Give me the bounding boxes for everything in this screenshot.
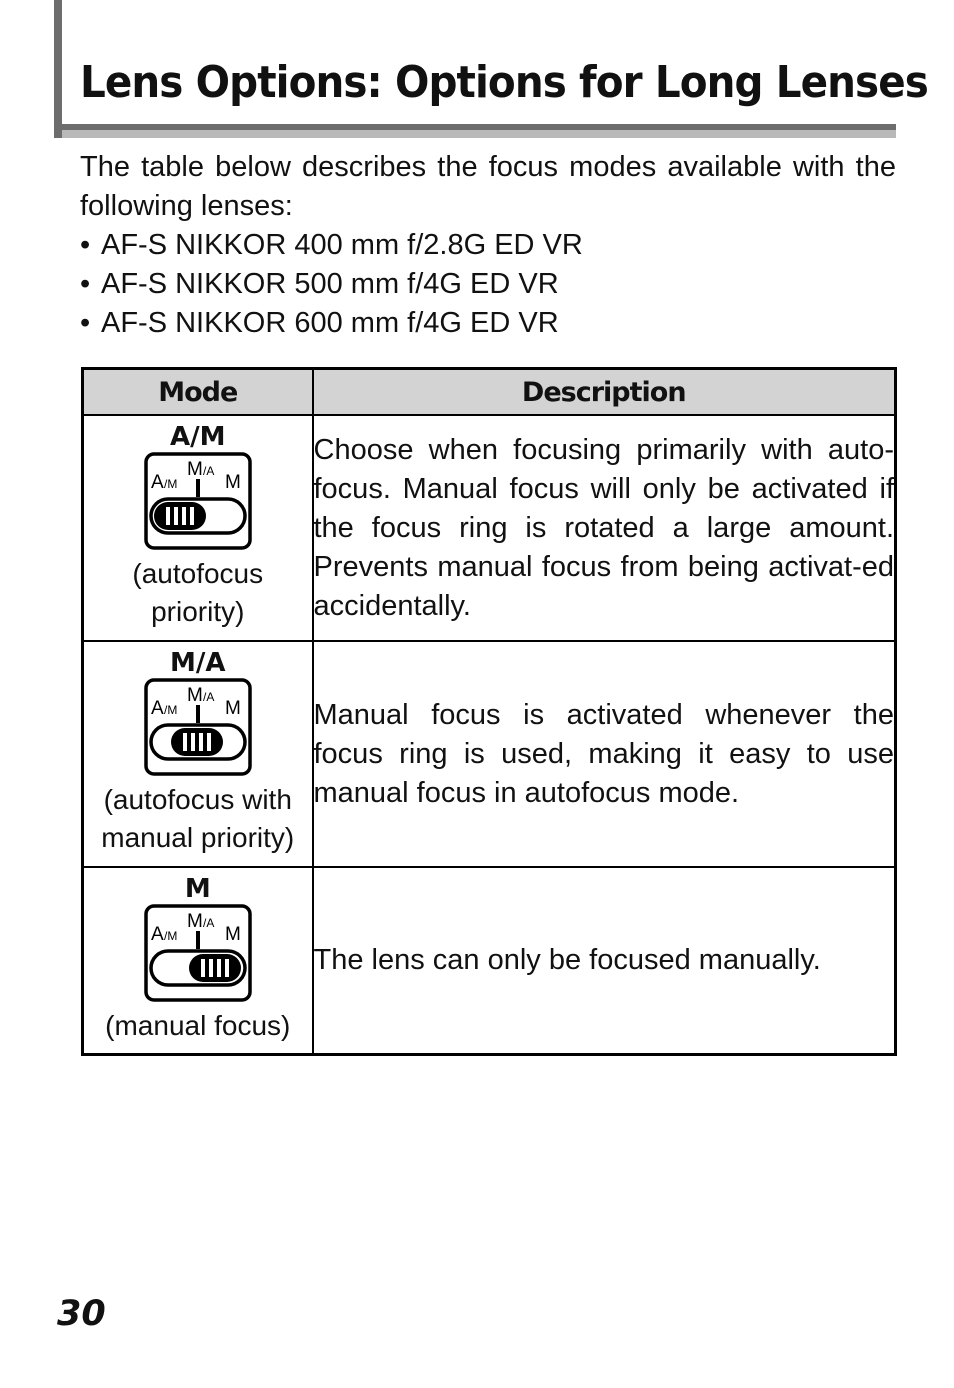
switch-label-ma-sub: /A [202, 690, 215, 704]
switch-knob-ridge [166, 507, 170, 525]
switch-knob-ridge [199, 733, 203, 751]
lens-list-item [80, 304, 583, 343]
switch-label-ma-sub: /A [202, 916, 215, 930]
page-number: 30 [57, 1294, 106, 1334]
mode-caption: (autofocus priority) [132, 558, 264, 627]
mode-cell [83, 641, 313, 867]
switch-label-ma: M [186, 685, 203, 706]
switch-knob-ridge [207, 733, 211, 751]
table-row [83, 415, 896, 641]
switch-label-am: A [150, 472, 164, 493]
mode-caption: (manual focus) [105, 1010, 291, 1041]
lens-name: AF-S NIKKOR 600 mm f/4G ED VR [101, 307, 559, 339]
description-cell [313, 415, 896, 641]
switch-knob-ridge [191, 733, 195, 751]
switch-label-ma-sub: /A [202, 464, 215, 478]
mode-description: Manual focus is activated whenever the focus ring is used, making it easy to use manual focus in autofocus mode. [313, 698, 894, 809]
intro-paragraph: The table below describes the focus modes available with the following lenses: [80, 151, 896, 222]
title-bar-vertical-rule [54, 0, 62, 138]
switch-knob-ridge [201, 959, 205, 977]
focus-switch-icon [143, 451, 253, 551]
switch-knob [154, 502, 206, 530]
title-bar-shadow-rule [62, 130, 896, 138]
mode-name: M [184, 874, 211, 904]
lens-list-item [80, 226, 583, 265]
table-row [83, 641, 896, 867]
mode-cell [83, 415, 313, 641]
lens-list-item [80, 265, 583, 304]
mode-name: A/M [170, 422, 226, 452]
table-header-row [83, 369, 896, 416]
lens-name: AF-S NIKKOR 400 mm f/2.8G ED VR [101, 229, 583, 261]
description-cell [313, 641, 896, 867]
lens-name: AF-S NIKKOR 500 mm f/4G ED VR [101, 268, 559, 300]
mode-caption: (autofocus with manual priority) [101, 784, 295, 853]
switch-label-am: A [150, 698, 164, 719]
bullet-icon: • [80, 229, 91, 261]
switch-label-am: A [150, 924, 164, 945]
switch-knob-ridge [225, 959, 229, 977]
switch-label-m: M [224, 924, 241, 945]
table-row [83, 867, 896, 1055]
switch-knob-ridge [217, 959, 221, 977]
mode-description: Choose when focusing primarily with auto-focus. Manual focus will only be activated if the focus ring is rotated a large amount. Prevents manual focus from being activat-ed accidentally. [313, 433, 894, 622]
mode-name: M/A [170, 648, 226, 678]
mode-cell [83, 867, 313, 1055]
focus-switch-icon [143, 903, 253, 1003]
switch-knob-ridge [190, 507, 194, 525]
switch-label-am-sub: /M [163, 703, 178, 717]
switch-knob-ridge [182, 507, 186, 525]
bullet-icon: • [80, 307, 91, 339]
switch-knob-ridge [209, 959, 213, 977]
focus-mode-table [81, 367, 897, 1056]
switch-label-am-sub: /M [163, 929, 178, 943]
bullet-icon: • [80, 268, 91, 300]
switch-knob [189, 954, 241, 982]
page-title: Lens Options: Options for Long Lenses [80, 57, 928, 108]
switch-knob-ridge [174, 507, 178, 525]
switch-label-ma: M [186, 911, 203, 932]
lens-list [80, 226, 583, 343]
header-description: Description [313, 369, 896, 416]
switch-label-ma: M [186, 459, 203, 480]
focus-switch-icon [143, 677, 253, 777]
mode-description: The lens can only be focused manually. [313, 944, 821, 976]
switch-label-m: M [224, 698, 241, 719]
switch-knob-ridge [183, 733, 187, 751]
switch-label-m: M [224, 472, 241, 493]
switch-knob [171, 728, 223, 756]
switch-label-am-sub: /M [163, 477, 178, 491]
header-mode: Mode [83, 369, 313, 416]
description-cell [313, 867, 896, 1055]
